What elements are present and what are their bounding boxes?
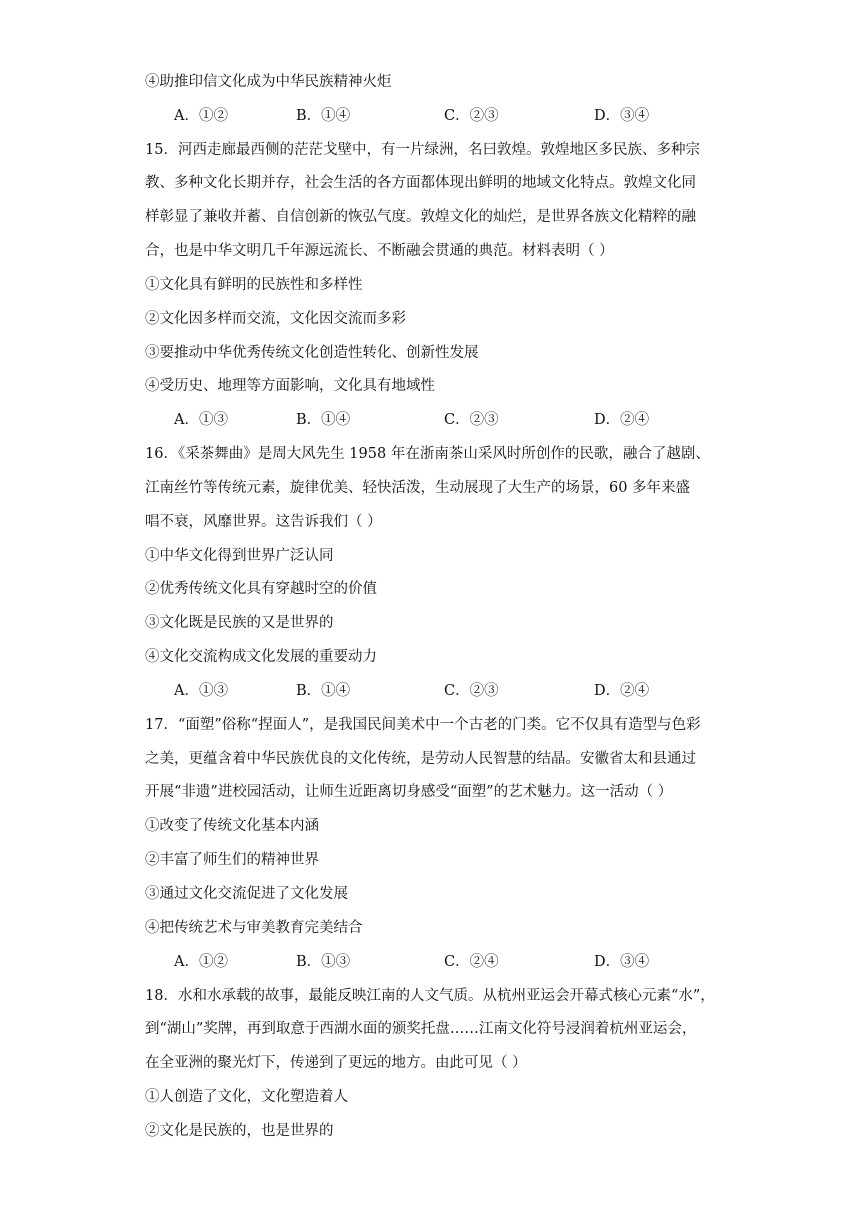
- q15-choice-b[interactable]: B．①④: [296, 412, 351, 428]
- q15-choice-a[interactable]: A．①③: [174, 412, 228, 428]
- q15-stem-line-3: 样彰显了兼收并蓄、自信创新的恢弘气度。敦煌文化的灿烂，是世界各族文化精粹的融: [145, 209, 696, 225]
- q18-option-item-2: ②文化是民族的，也是世界的: [145, 1123, 334, 1139]
- q17-option-item-4: ④把传统艺术与审美教育完美结合: [145, 920, 363, 936]
- q17-stem-line-1: 17．“面塑”俗称“捏面人”，是我国民间美术中一个古老的门类。它不仅具有造型与色彩: [145, 717, 701, 733]
- q14-choice-c[interactable]: C．②③: [444, 108, 499, 124]
- q16-choice-a[interactable]: A．①③: [174, 683, 228, 699]
- q16-choice-b[interactable]: B．①④: [296, 683, 351, 699]
- q15-option-item-4: ④受历史、地理等方面影响，文化具有地域性: [145, 378, 435, 394]
- q16-option-item-2: ②优秀传统文化具有穿越时空的价值: [145, 581, 377, 597]
- q15-option-item-2: ②文化因多样而交流，文化因交流而多彩: [145, 311, 406, 327]
- q18-stem-line-1: 18．水和水承载的故事，最能反映江南的人文气质。从杭州亚运会开幕式核心元素“水”，: [145, 988, 715, 1004]
- q15-stem-line-4: 合，也是中华文明几千年源远流长、不断融会贯通的典范。材料表明（ ）: [145, 243, 614, 259]
- q16-choice-d[interactable]: D．②④: [594, 683, 650, 699]
- q16-option-item-4: ④文化交流构成文化发展的重要动力: [145, 649, 377, 665]
- q17-stem-line-2: 之美，更蕴含着中华民族优良的文化传统，是劳动人民智慧的结晶。安徽省太和县通过: [145, 751, 696, 767]
- q16-stem-line-2: 江南丝竹等传统元素，旋律优美、轻快活泼，生动展现了大生产的场景，60 多年来盛: [145, 480, 691, 496]
- q17-choice-c[interactable]: C．②④: [444, 954, 499, 970]
- q14-choice-d[interactable]: D．③④: [594, 108, 650, 124]
- q16-option-item-3: ③文化既是民族的又是世界的: [145, 615, 334, 631]
- q15-choice-c[interactable]: C．②③: [444, 412, 499, 428]
- q17-option-item-3: ③通过文化交流促进了文化发展: [145, 886, 348, 902]
- q16-option-item-1: ①中华文化得到世界广泛认同: [145, 548, 334, 564]
- q18-stem-line-3: 在全亚洲的聚光灯下，传递到了更远的地方。由此可见（ ）: [145, 1055, 527, 1071]
- q17-option-item-2: ②丰富了师生们的精神世界: [145, 852, 319, 868]
- q15-option-item-3: ③要推动中华优秀传统文化创造性转化、创新性发展: [145, 345, 479, 361]
- q18-option-item-1: ①人创造了文化，文化塑造着人: [145, 1089, 348, 1105]
- q17-choice-a[interactable]: A．①②: [174, 954, 228, 970]
- q14-choice-a[interactable]: A．①②: [174, 108, 228, 124]
- q16-stem-line-3: 唱不衰，风靡世界。这告诉我们（ ）: [145, 514, 382, 530]
- q17-stem-line-3: 开展“非遗”进校园活动，让师生近距离切身感受“面塑”的艺术魅力。这一活动（ ）: [145, 784, 673, 800]
- q16-stem-line-1: 16．《采茶舞曲》是周大风先生 1958 年在浙南茶山采风时所创作的民歌，融合了越剧、: [145, 446, 710, 462]
- q17-answer-choices: [174, 952, 694, 972]
- q17-choice-d[interactable]: D．③④: [594, 954, 650, 970]
- q15-choice-d[interactable]: D．②④: [594, 412, 650, 428]
- q15-stem-line-2: 教、多种文化长期并存，社会生活的各方面都体现出鲜明的地域文化特点。敦煌文化同: [145, 175, 696, 191]
- q16-choice-c[interactable]: C．②③: [444, 683, 499, 699]
- q17-choice-b[interactable]: B．①③: [296, 954, 351, 970]
- q16-answer-choices: [174, 681, 694, 701]
- q15-stem-line-1: 15．河西走廊最西侧的茫茫戈壁中，有一片绿洲，名曰敦煌。敦煌地区多民族、多种宗: [145, 142, 700, 158]
- q15-answer-choices: [174, 410, 694, 430]
- q14-answer-choices: [174, 106, 694, 126]
- q14-choice-b[interactable]: B．①④: [296, 108, 351, 124]
- q17-option-item-1: ①改变了传统文化基本内涵: [145, 818, 319, 834]
- q15-option-item-1: ①文化具有鲜明的民族性和多样性: [145, 277, 363, 293]
- q18-stem-line-2: 到“湖山”奖牌，再到取意于西湖水面的颁奖托盘……江南文化符号浸润着杭州亚运会，: [145, 1021, 697, 1037]
- q14-option-item-4: ④助推印信文化成为中华民族精神火炬: [145, 74, 392, 90]
